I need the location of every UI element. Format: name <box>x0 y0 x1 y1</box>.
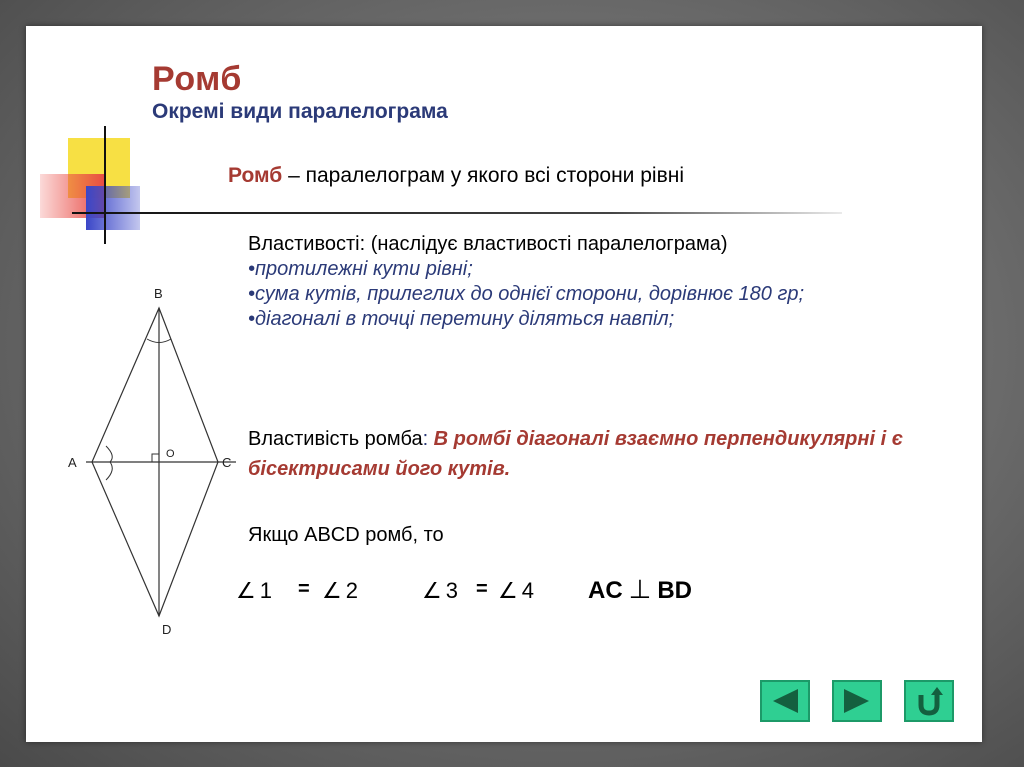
rhombus-diagram <box>66 276 266 636</box>
equals-sign: = <box>476 578 488 600</box>
angle-2: ∠ 2 <box>322 578 358 603</box>
if-line: Якщо ABCD ромб, то <box>248 524 444 546</box>
return-button[interactable] <box>904 680 954 722</box>
equals-sign: = <box>298 578 310 600</box>
perpendicular-icon: ⊥ <box>628 574 652 604</box>
angle-icon: ∠ <box>322 578 342 603</box>
vertex-label-c: C <box>222 455 232 470</box>
slide-title: Ромб <box>152 60 242 98</box>
prev-arrow-icon <box>768 686 802 716</box>
angle-4: ∠ 4 <box>498 578 534 603</box>
vertex-label-d: D <box>162 622 172 636</box>
angle-arc-a1 <box>106 446 112 462</box>
definition-text: – паралелограм у якого всі сторони рівні <box>282 164 685 187</box>
angle-arc-a2 <box>106 462 112 480</box>
next-button[interactable] <box>832 680 882 722</box>
decorative-vertical-line <box>104 126 106 244</box>
perpendicular-statement: AC ⊥ BD <box>588 574 692 604</box>
angle-icon: ∠ <box>236 578 256 603</box>
angle-3: ∠ 3 <box>422 578 458 603</box>
definition <box>228 164 684 188</box>
vertex-label-a: A <box>68 455 77 470</box>
properties-heading: Властивості: (наслідує властивості паралелограма) <box>248 233 728 255</box>
angle-icon: ∠ <box>422 578 442 603</box>
angle-1: ∠ 1 <box>236 578 272 603</box>
right-angle-mark <box>152 454 159 462</box>
formula <box>236 574 756 618</box>
next-arrow-icon <box>840 686 874 716</box>
prev-button[interactable] <box>760 680 810 722</box>
decorative-horizontal-line <box>72 212 842 214</box>
decorative-blue-square <box>86 186 140 230</box>
definition-term: Ромб <box>228 164 283 187</box>
slide-subtitle: Окремі види паралелограма <box>152 100 448 123</box>
property-item: •сума кутів, прилеглих до однієї сторони, дорівнює 180 гр; <box>248 283 805 305</box>
property-item: •діагоналі в точці перетину діляться навпіл; <box>248 308 675 330</box>
center-label-o: O <box>166 448 175 460</box>
rhombus-property <box>248 424 908 484</box>
vertex-label-b: B <box>154 286 163 301</box>
rhombus-property-lead: Властивість ромба <box>248 428 423 450</box>
rhombus-property-colon: : <box>422 428 429 450</box>
properties-block <box>248 232 898 332</box>
property-item: •протилежні кути рівні; <box>248 258 473 280</box>
rhombus-property-statement: В ромбі діагоналі взаємно перпендикулярні і є бісектрисами його кутів. <box>248 428 903 480</box>
return-icon <box>912 685 946 717</box>
slide <box>26 26 982 742</box>
angle-icon: ∠ <box>498 578 518 603</box>
